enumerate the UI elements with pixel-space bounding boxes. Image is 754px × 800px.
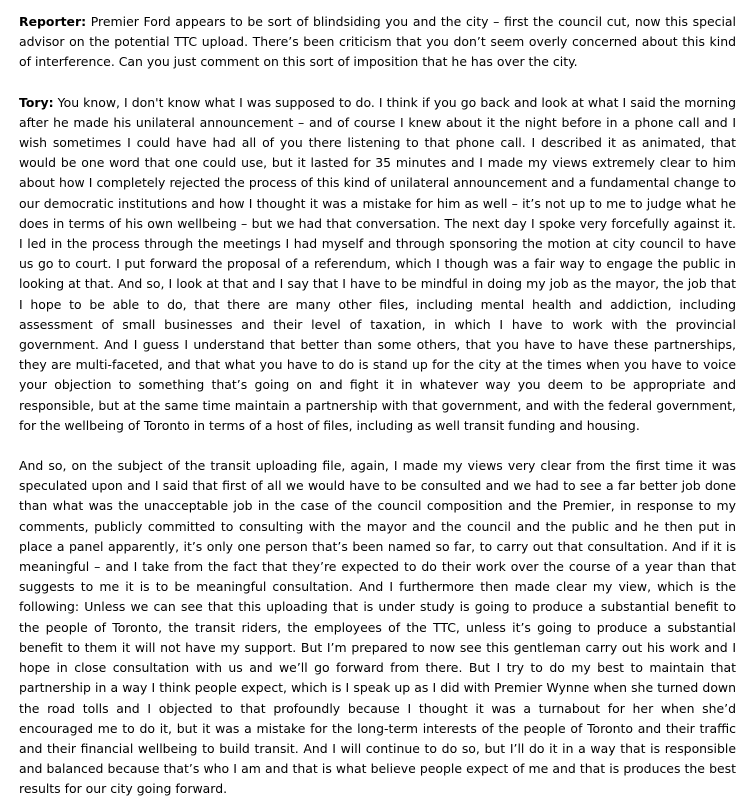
reporter-question-paragraph [19,12,736,73]
reporter-question-text: Premier Ford appears to be sort of blindsiding you and the city – first the council cut, now this special advisor on the potential TTC upload. There’s been criticism that you don’t seem overly concerned about this kind of interference. Can you just comment on this sort of imposition that he has over the city. [19,14,736,70]
speaker-label-reporter: Reporter: [19,14,87,29]
speaker-label-tory: Tory: [19,94,54,110]
tory-answer-text: You know, I don't know what I was supposed to do. I think if you go back and look at what I said the morning after he made his unilateral announcement – and of course I knew about it the night before in a phone call and I wish sometimes I could have had all of you there listening to that phone call. I described it as animated, that would be one word that one could use, but it lasted for 35 minutes and I made my views extremely clear to him about how I completely rejected the process of this kind of unilateral announcement and a fundamental change to our democratic institutions and how I thought it was a mistake for him as well – it’s not up to me to judge what he does in terms of his own wellbeing – but we had that conversation. The next day I spoke very forcefully against it. I led in the process through the meetings I had myself and through sponsoring the motion at city council to have us go to court. I put forward the proposal of a referendum, which I though was a fair way to engage the public in looking at that. And so, I look at that and I say that I have to be mindful in doing my job as the mayor, the job that I hope to be able to do, that there are many other files, including mental health and addiction, including assessment of small businesses and their level of taxation, in which I have to work with the provincial government. And I guess I understand that better than some others, that you have to have these partnerships, they are multi-faceted, and that what you have to do is stand up for the city at the times when you have to voice your objection to something that’s going on and fight it in whatever way you deem to be appropriate and responsible, but at the same time maintain a partnership with that government, and with the federal government, for the wellbeing of Toronto in terms of a host of files, including as well transit funding and housing. [19,94,736,433]
tory-answer-paragraph [19,93,736,436]
tory-answer-continued-paragraph [19,456,736,799]
tory-answer-continued-text: And so, on the subject of the transit uploading file, again, I made my views very clear from the first time it was speculated upon and I said that first of all we would have to be consulted and we had to see a far better job done than what was the unacceptable job in the case of the council composition and the Premier, in response to my comments, publicly committed to consulting with the mayor and the council and the public and he then put in place a panel apparently, it’s only one person that’s been named so far, to carry out that consultation. And if it is meaningful – and I take from the fact that they’re expected to do their work over the course of a year than that suggests to me it is to be meaningful consultation. And I furthermore then made clear my view, which is the following: Unless we can see that this uploading that is under study is going to produce a substantial benefit to the people of Toronto, the transit riders, the employees of the TTC, unless it’s going to produce a substantial benefit to them it will not have my support. But I’m prepared to now see this gentleman carry out his work and I hope in close consultation with us and we’ll go forward from there. But I try to do my best to maintain that partnership in a way I think people expect, which is I speak up as I did with Premier Wynne when she turned down the road tolls and I objected to that profoundly because I thought it was a turnabout for her when she’d encouraged me to do it, but it was a mistake for the long-term interests of the people of Toronto and their traffic and their financial wellbeing to build transit. And I will continue to do so, but I’ll do it in a way that is responsible and balanced because that’s who I am and that is what believe people expect of me and that is produces the best results for our city going forward. [19,458,736,797]
